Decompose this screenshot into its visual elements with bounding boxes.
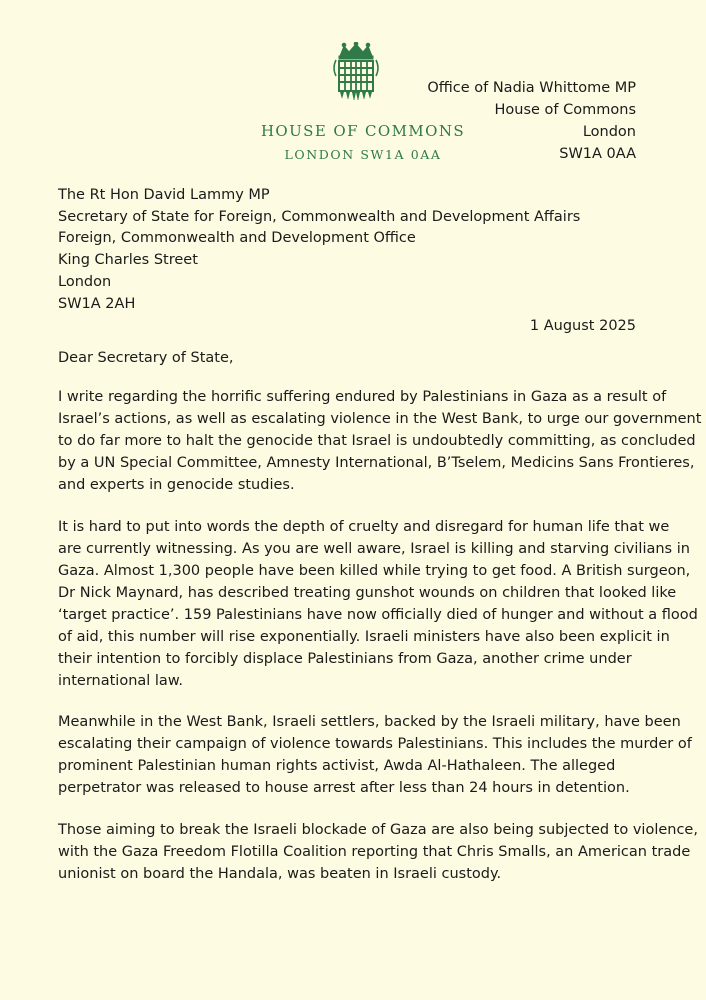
paragraph-line: of aid, this number will rise exponentially. Israeli ministers have also been explicit in — [58, 629, 670, 645]
recipient-line: The Rt Hon David Lammy MP — [58, 187, 270, 203]
paragraph-line: It is hard to put into words the depth of cruelty and disregard for human life that we — [58, 519, 670, 535]
sender-address — [427, 77, 636, 165]
body-paragraph — [58, 516, 698, 692]
paragraph-line: Dr Nick Maynard, has described treating gunshot wounds on children that looked like — [58, 585, 677, 601]
body-paragraph — [58, 386, 702, 496]
paragraph-line: international law. — [58, 673, 183, 689]
recipient-address — [58, 185, 580, 315]
sender-line: SW1A 0AA — [559, 146, 636, 162]
paragraph-line: and experts in genocide studies. — [58, 477, 295, 493]
paragraph-line: unionist on board the Handala, was beaten in Israeli custody. — [58, 866, 502, 882]
sender-line: House of Commons — [494, 102, 636, 118]
paragraph-line: Israel’s actions, as well as escalating violence in the West Bank, to urge our government — [58, 411, 702, 427]
paragraph-line: their intention to forcibly displace Palestinians from Gaza, another crime under — [58, 651, 632, 667]
paragraph-line: are currently witnessing. As you are well aware, Israel is killing and starving civilians in — [58, 541, 690, 557]
paragraph-line: prominent Palestinian human rights activist, Awda Al-Hathaleen. The alleged — [58, 758, 616, 774]
body-paragraph — [58, 711, 692, 799]
paragraph-line: ‘target practice’. 159 Palestinians have now officially died of hunger and without a flood — [58, 607, 698, 623]
letter-date: 1 August 2025 — [529, 318, 636, 334]
portcullis-icon — [330, 42, 382, 104]
paragraph-line: Those aiming to break the Israeli blockade of Gaza are also being subjected to violence, — [58, 822, 698, 838]
body-paragraph — [58, 819, 698, 885]
paragraph-line: escalating their campaign of violence towards Palestinians. This includes the murder of — [58, 736, 692, 752]
paragraph-line: Gaza. Almost 1,300 people have been killed while trying to get food. A British surgeon, — [58, 563, 691, 579]
recipient-line: Secretary of State for Foreign, Commonwealth and Development Affairs — [58, 208, 581, 225]
recipient-line: London — [58, 273, 112, 290]
paragraph-line: I write regarding the horrific suffering endured by Palestinians in Gaza as a result of — [58, 389, 667, 405]
paragraph-line: by a UN Special Committee, Amnesty International, B’Tselem, Medicins Sans Frontieres, — [58, 455, 695, 471]
paragraph-line: perpetrator was released to house arrest after less than 24 hours in detention. — [58, 780, 630, 796]
paragraph-line: with the Gaza Freedom Flotilla Coalition reporting that Chris Smalls, an American trade — [58, 844, 691, 860]
letterhead-title: HOUSE OF COMMONS — [260, 122, 466, 140]
letterhead-address: LONDON SW1A 0AA — [284, 147, 442, 162]
recipient-line: King Charles Street — [58, 252, 198, 269]
salutation: Dear Secretary of State, — [58, 350, 234, 366]
paragraph-line: to do far more to halt the genocide that Israel is undoubtedly committing, as concluded — [58, 433, 696, 449]
recipient-line: SW1A 2AH — [58, 295, 136, 312]
paragraph-line: Meanwhile in the West Bank, Israeli settlers, backed by the Israeli military, have been — [58, 714, 681, 730]
sender-line: London — [582, 124, 636, 140]
sender-line: Office of Nadia Whittome MP — [427, 80, 636, 96]
recipient-line: Foreign, Commonwealth and Development Office — [58, 230, 416, 247]
